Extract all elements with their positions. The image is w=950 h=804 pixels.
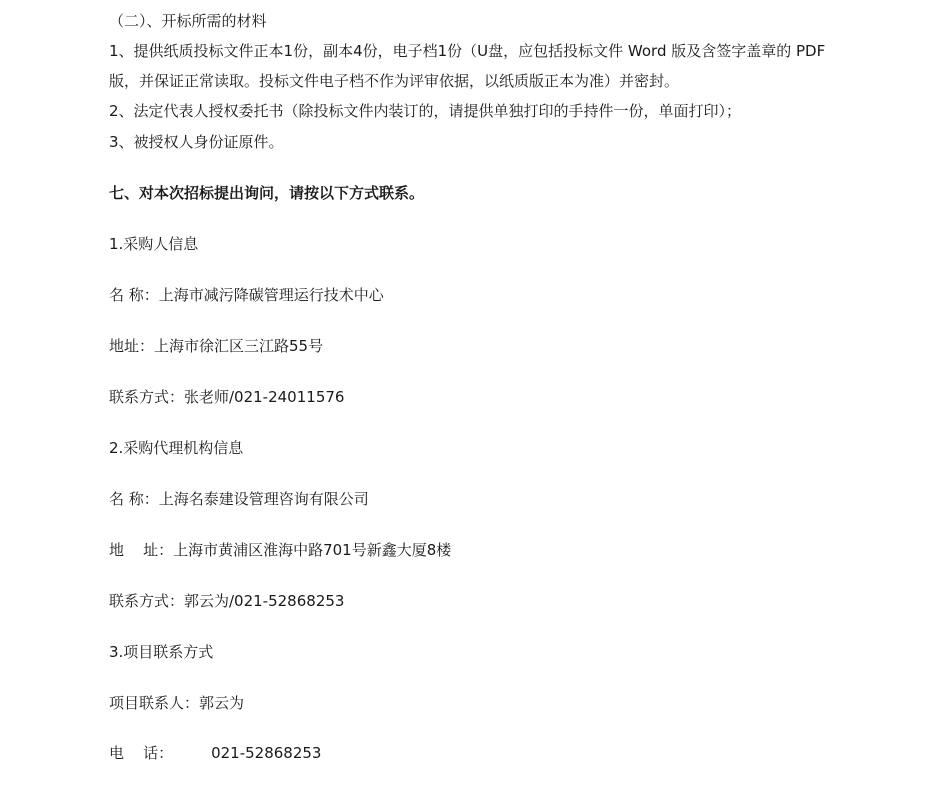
purchaser-address: 地址：上海市徐汇区三江路55号 <box>109 337 324 355</box>
project-contact-person: 项目联系人：郭云为 <box>109 694 245 712</box>
agency-title: 2.采购代理机构信息 <box>109 439 244 457</box>
contact-section-heading: 七、对本次招标提出询问，请按以下方式联系。 <box>109 184 425 202</box>
materials-item-1-line-2: 版，并保证正常读取。投标文件电子档不作为评审依据，以纸质版正本为准）并密封。 <box>109 72 680 90</box>
agency-contact: 联系方式：郭云为/021-52868253 <box>109 592 345 610</box>
agency-name: 名 称：上海名泰建设管理咨询有限公司 <box>109 490 369 508</box>
agency-address: 地 址：上海市黄浦区淮海中路701号新鑫大厦8楼 <box>109 541 452 559</box>
materials-item-2: 2、法定代表人授权委托书（除投标文件内装订的，请提供单独打印的手持件一份，单面打印）； <box>109 102 742 120</box>
purchaser-name: 名 称：上海市减污降碳管理运行技术中心 <box>109 286 384 304</box>
project-phone-row <box>109 743 321 763</box>
purchaser-title: 1.采购人信息 <box>109 235 199 253</box>
materials-item-1-line-1: 1、提供纸质投标文件正本1份，副本4份，电子档1份（U盘，应包括投标文件 Word 版及含签字盖章的 PDF <box>109 42 826 60</box>
materials-heading: （二）、开标所需的材料 <box>109 12 267 30</box>
purchaser-contact: 联系方式：张老师/021-24011576 <box>109 388 345 406</box>
project-phone-label: 电 话： <box>109 744 174 762</box>
project-phone-value: 021-52868253 <box>211 744 322 762</box>
project-title: 3.项目联系方式 <box>109 643 214 661</box>
materials-item-3: 3、被授权人身份证原件。 <box>109 133 284 151</box>
